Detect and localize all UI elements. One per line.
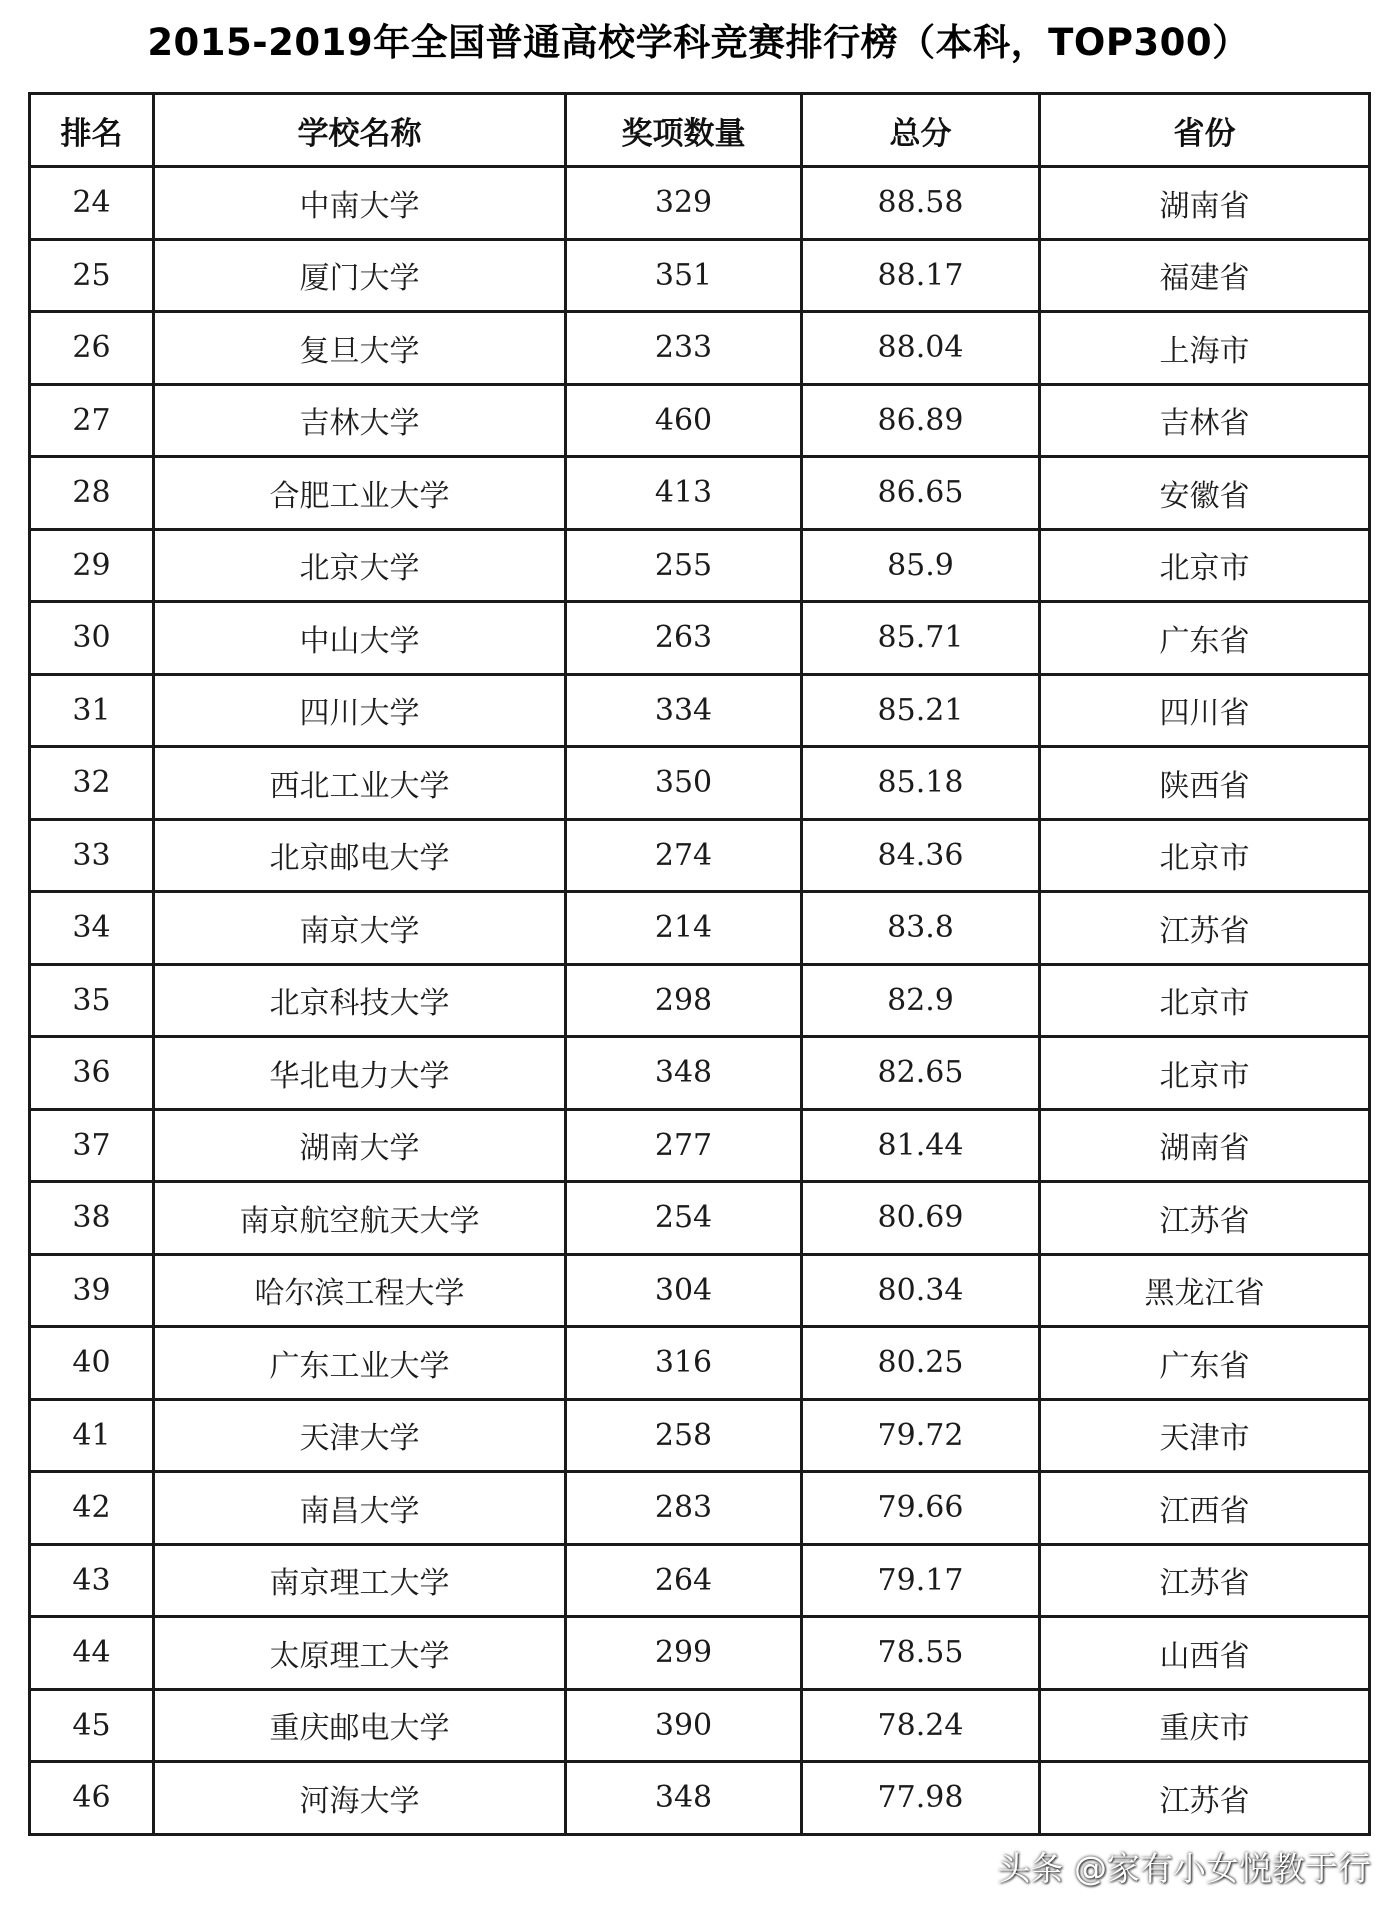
table-row bbox=[30, 529, 1370, 602]
cell-province: 黑龙江省 bbox=[1040, 1254, 1370, 1327]
table-row bbox=[30, 747, 1370, 820]
cell-rank: 40 bbox=[30, 1327, 154, 1400]
cell-province: 江苏省 bbox=[1040, 1762, 1370, 1835]
cell-total-score: 86.89 bbox=[802, 384, 1040, 457]
cell-school-name: 哈尔滨工程大学 bbox=[154, 1254, 566, 1327]
cell-award-count: 254 bbox=[566, 1182, 802, 1255]
cell-school-name: 重庆邮电大学 bbox=[154, 1689, 566, 1762]
table-row bbox=[30, 1182, 1370, 1255]
cell-award-count: 390 bbox=[566, 1689, 802, 1762]
cell-rank: 25 bbox=[30, 239, 154, 312]
cell-total-score: 85.71 bbox=[802, 602, 1040, 675]
table-row bbox=[30, 674, 1370, 747]
cell-total-score: 82.9 bbox=[802, 964, 1040, 1037]
cell-province: 北京市 bbox=[1040, 964, 1370, 1037]
cell-province: 江苏省 bbox=[1040, 892, 1370, 965]
table-row bbox=[30, 1689, 1370, 1762]
cell-school-name: 南昌大学 bbox=[154, 1472, 566, 1545]
cell-total-score: 77.98 bbox=[802, 1762, 1040, 1835]
cell-province: 上海市 bbox=[1040, 312, 1370, 385]
cell-total-score: 86.65 bbox=[802, 457, 1040, 530]
cell-province: 北京市 bbox=[1040, 529, 1370, 602]
cell-school-name: 太原理工大学 bbox=[154, 1617, 566, 1690]
cell-province: 江苏省 bbox=[1040, 1544, 1370, 1617]
cell-award-count: 277 bbox=[566, 1109, 802, 1182]
cell-province: 湖南省 bbox=[1040, 167, 1370, 240]
cell-school-name: 北京科技大学 bbox=[154, 964, 566, 1037]
cell-school-name: 北京大学 bbox=[154, 529, 566, 602]
source-watermark: 头条 @家有小女悦教于行 bbox=[997, 1849, 1371, 1888]
header-total-score: 总分 bbox=[802, 94, 1040, 167]
cell-rank: 38 bbox=[30, 1182, 154, 1255]
cell-rank: 44 bbox=[30, 1617, 154, 1690]
cell-rank: 24 bbox=[30, 167, 154, 240]
cell-school-name: 南京大学 bbox=[154, 892, 566, 965]
cell-total-score: 80.34 bbox=[802, 1254, 1040, 1327]
cell-award-count: 460 bbox=[566, 384, 802, 457]
cell-province: 北京市 bbox=[1040, 1037, 1370, 1110]
cell-rank: 31 bbox=[30, 674, 154, 747]
cell-award-count: 274 bbox=[566, 819, 802, 892]
cell-rank: 29 bbox=[30, 529, 154, 602]
cell-award-count: 233 bbox=[566, 312, 802, 385]
cell-rank: 37 bbox=[30, 1109, 154, 1182]
cell-award-count: 334 bbox=[566, 674, 802, 747]
cell-total-score: 84.36 bbox=[802, 819, 1040, 892]
cell-total-score: 85.18 bbox=[802, 747, 1040, 820]
cell-rank: 32 bbox=[30, 747, 154, 820]
page-title: 2015-2019年全国普通高校学科竞赛排行榜（本科，TOP300） bbox=[147, 21, 1250, 64]
cell-school-name: 广东工业大学 bbox=[154, 1327, 566, 1400]
cell-award-count: 299 bbox=[566, 1617, 802, 1690]
cell-province: 江西省 bbox=[1040, 1472, 1370, 1545]
cell-total-score: 82.65 bbox=[802, 1037, 1040, 1110]
cell-award-count: 304 bbox=[566, 1254, 802, 1327]
table-row bbox=[30, 1472, 1370, 1545]
cell-rank: 33 bbox=[30, 819, 154, 892]
table-row bbox=[30, 312, 1370, 385]
table-row bbox=[30, 239, 1370, 312]
cell-school-name: 中南大学 bbox=[154, 167, 566, 240]
cell-province: 天津市 bbox=[1040, 1399, 1370, 1472]
cell-award-count: 298 bbox=[566, 964, 802, 1037]
cell-school-name: 南京理工大学 bbox=[154, 1544, 566, 1617]
table-row bbox=[30, 1109, 1370, 1182]
cell-province: 广东省 bbox=[1040, 602, 1370, 675]
cell-total-score: 81.44 bbox=[802, 1109, 1040, 1182]
cell-province: 江苏省 bbox=[1040, 1182, 1370, 1255]
cell-school-name: 中山大学 bbox=[154, 602, 566, 675]
cell-school-name: 河海大学 bbox=[154, 1762, 566, 1835]
cell-total-score: 78.55 bbox=[802, 1617, 1040, 1690]
cell-school-name: 四川大学 bbox=[154, 674, 566, 747]
header-rank: 排名 bbox=[30, 94, 154, 167]
cell-total-score: 83.8 bbox=[802, 892, 1040, 965]
cell-total-score: 80.25 bbox=[802, 1327, 1040, 1400]
cell-award-count: 214 bbox=[566, 892, 802, 965]
cell-award-count: 348 bbox=[566, 1037, 802, 1110]
cell-total-score: 79.17 bbox=[802, 1544, 1040, 1617]
cell-award-count: 329 bbox=[566, 167, 802, 240]
cell-province: 吉林省 bbox=[1040, 384, 1370, 457]
table-header-row bbox=[30, 94, 1370, 167]
table-row bbox=[30, 167, 1370, 240]
table-row bbox=[30, 1254, 1370, 1327]
cell-province: 山西省 bbox=[1040, 1617, 1370, 1690]
cell-province: 安徽省 bbox=[1040, 457, 1370, 530]
table-row bbox=[30, 457, 1370, 530]
header-province: 省份 bbox=[1040, 94, 1370, 167]
cell-award-count: 263 bbox=[566, 602, 802, 675]
cell-province: 重庆市 bbox=[1040, 1689, 1370, 1762]
cell-rank: 30 bbox=[30, 602, 154, 675]
cell-province: 福建省 bbox=[1040, 239, 1370, 312]
cell-rank: 46 bbox=[30, 1762, 154, 1835]
table-row bbox=[30, 1544, 1370, 1617]
table-row bbox=[30, 384, 1370, 457]
cell-rank: 27 bbox=[30, 384, 154, 457]
cell-rank: 39 bbox=[30, 1254, 154, 1327]
cell-total-score: 79.72 bbox=[802, 1399, 1040, 1472]
table-row bbox=[30, 1762, 1370, 1835]
cell-province: 广东省 bbox=[1040, 1327, 1370, 1400]
cell-award-count: 264 bbox=[566, 1544, 802, 1617]
cell-total-score: 88.58 bbox=[802, 167, 1040, 240]
cell-school-name: 厦门大学 bbox=[154, 239, 566, 312]
cell-school-name: 复旦大学 bbox=[154, 312, 566, 385]
cell-rank: 26 bbox=[30, 312, 154, 385]
cell-rank: 41 bbox=[30, 1399, 154, 1472]
cell-total-score: 88.04 bbox=[802, 312, 1040, 385]
table-row bbox=[30, 819, 1370, 892]
cell-school-name: 西北工业大学 bbox=[154, 747, 566, 820]
table-row bbox=[30, 1399, 1370, 1472]
table-row bbox=[30, 964, 1370, 1037]
cell-award-count: 351 bbox=[566, 239, 802, 312]
header-school-name: 学校名称 bbox=[154, 94, 566, 167]
cell-award-count: 316 bbox=[566, 1327, 802, 1400]
cell-school-name: 南京航空航天大学 bbox=[154, 1182, 566, 1255]
cell-province: 湖南省 bbox=[1040, 1109, 1370, 1182]
cell-province: 陕西省 bbox=[1040, 747, 1370, 820]
cell-award-count: 255 bbox=[566, 529, 802, 602]
cell-province: 北京市 bbox=[1040, 819, 1370, 892]
cell-province: 四川省 bbox=[1040, 674, 1370, 747]
cell-award-count: 283 bbox=[566, 1472, 802, 1545]
cell-total-score: 85.9 bbox=[802, 529, 1040, 602]
cell-award-count: 258 bbox=[566, 1399, 802, 1472]
cell-rank: 34 bbox=[30, 892, 154, 965]
cell-rank: 35 bbox=[30, 964, 154, 1037]
cell-school-name: 天津大学 bbox=[154, 1399, 566, 1472]
cell-rank: 36 bbox=[30, 1037, 154, 1110]
table-row bbox=[30, 1327, 1370, 1400]
cell-total-score: 79.66 bbox=[802, 1472, 1040, 1545]
cell-rank: 42 bbox=[30, 1472, 154, 1545]
cell-school-name: 北京邮电大学 bbox=[154, 819, 566, 892]
cell-total-score: 80.69 bbox=[802, 1182, 1040, 1255]
cell-total-score: 88.17 bbox=[802, 239, 1040, 312]
cell-rank: 45 bbox=[30, 1689, 154, 1762]
ranking-table bbox=[28, 92, 1371, 1836]
cell-award-count: 413 bbox=[566, 457, 802, 530]
table-row bbox=[30, 892, 1370, 965]
table-row bbox=[30, 1037, 1370, 1110]
cell-rank: 43 bbox=[30, 1544, 154, 1617]
cell-school-name: 吉林大学 bbox=[154, 384, 566, 457]
table-row bbox=[30, 602, 1370, 675]
cell-school-name: 湖南大学 bbox=[154, 1109, 566, 1182]
cell-total-score: 78.24 bbox=[802, 1689, 1040, 1762]
header-award-count: 奖项数量 bbox=[566, 94, 802, 167]
table-row bbox=[30, 1617, 1370, 1690]
cell-award-count: 350 bbox=[566, 747, 802, 820]
cell-school-name: 合肥工业大学 bbox=[154, 457, 566, 530]
cell-award-count: 348 bbox=[566, 1762, 802, 1835]
cell-rank: 28 bbox=[30, 457, 154, 530]
cell-total-score: 85.21 bbox=[802, 674, 1040, 747]
cell-school-name: 华北电力大学 bbox=[154, 1037, 566, 1110]
